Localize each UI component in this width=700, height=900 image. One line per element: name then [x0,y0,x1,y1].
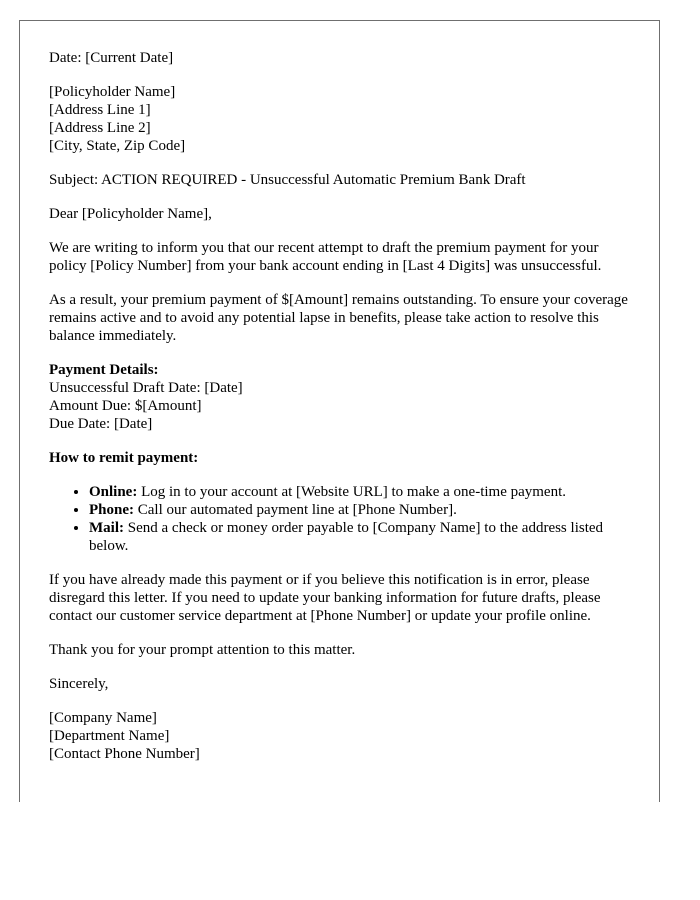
signature-block [49,709,634,763]
remit-option-label: Mail: [89,520,124,536]
remit-option-online [89,483,634,501]
payment-detail-amount-due: Amount Due: $[Amount] [49,398,202,414]
payment-detail-draft-date: Unsuccessful Draft Date: [Date] [49,380,243,396]
remit-options-list [49,483,634,555]
signature-company-name: [Company Name] [49,710,157,726]
signature-contact-phone: [Contact Phone Number] [49,746,200,762]
closing: Sincerely, [49,676,109,692]
remit-option-label: Online: [89,484,138,500]
recipient-address-line-1: [Address Line 1] [49,102,151,118]
remit-option-text: Send a check or money order payable to [Company Name] to the address listed below. [89,520,604,554]
outstanding-paragraph: As a result, your premium payment of $[Amount] remains outstanding. To ensure your coverage remains active and to avoid any potential lapse in benefits, please take action to resolve this balance immediately. [49,292,628,344]
payment-details-heading: Payment Details: [49,362,159,378]
remit-heading: How to remit payment: [49,450,199,466]
payment-details-block [49,361,634,433]
letter-page [19,20,660,802]
subject-line: Subject: ACTION REQUIRED - Unsuccessful Automatic Premium Bank Draft [49,172,526,188]
thank-you-paragraph: Thank you for your prompt attention to this matter. [49,642,356,658]
disregard-paragraph: If you have already made this payment or if you believe this notification is in error, please disregard this letter. If you need to update your banking information for future drafts, please contact our customer service department at [Phone Number] or update your profile online. [49,572,601,624]
recipient-address-line-2: [Address Line 2] [49,120,151,136]
intro-paragraph: We are writing to inform you that our recent attempt to draft the premium payment for your policy [Policy Number] from your bank account ending in [Last 4 Digits] was unsuccessful. [49,240,602,274]
payment-detail-due-date: Due Date: [Date] [49,416,153,432]
remit-option-text: Log in to your account at [Website URL] to make a one-time payment. [137,484,567,500]
recipient-address [49,83,634,155]
letter-content [49,49,634,763]
recipient-name: [Policyholder Name] [49,84,176,100]
remit-option-phone [89,501,634,519]
salutation: Dear [Policyholder Name], [49,206,212,222]
remit-option-text: Call our automated payment line at [Phone Number]. [134,502,457,518]
signature-department-name: [Department Name] [49,728,170,744]
recipient-city-state-zip: [City, State, Zip Code] [49,138,186,154]
remit-option-mail [89,519,634,555]
remit-option-label: Phone: [89,502,134,518]
date-line: Date: [Current Date] [49,50,174,66]
